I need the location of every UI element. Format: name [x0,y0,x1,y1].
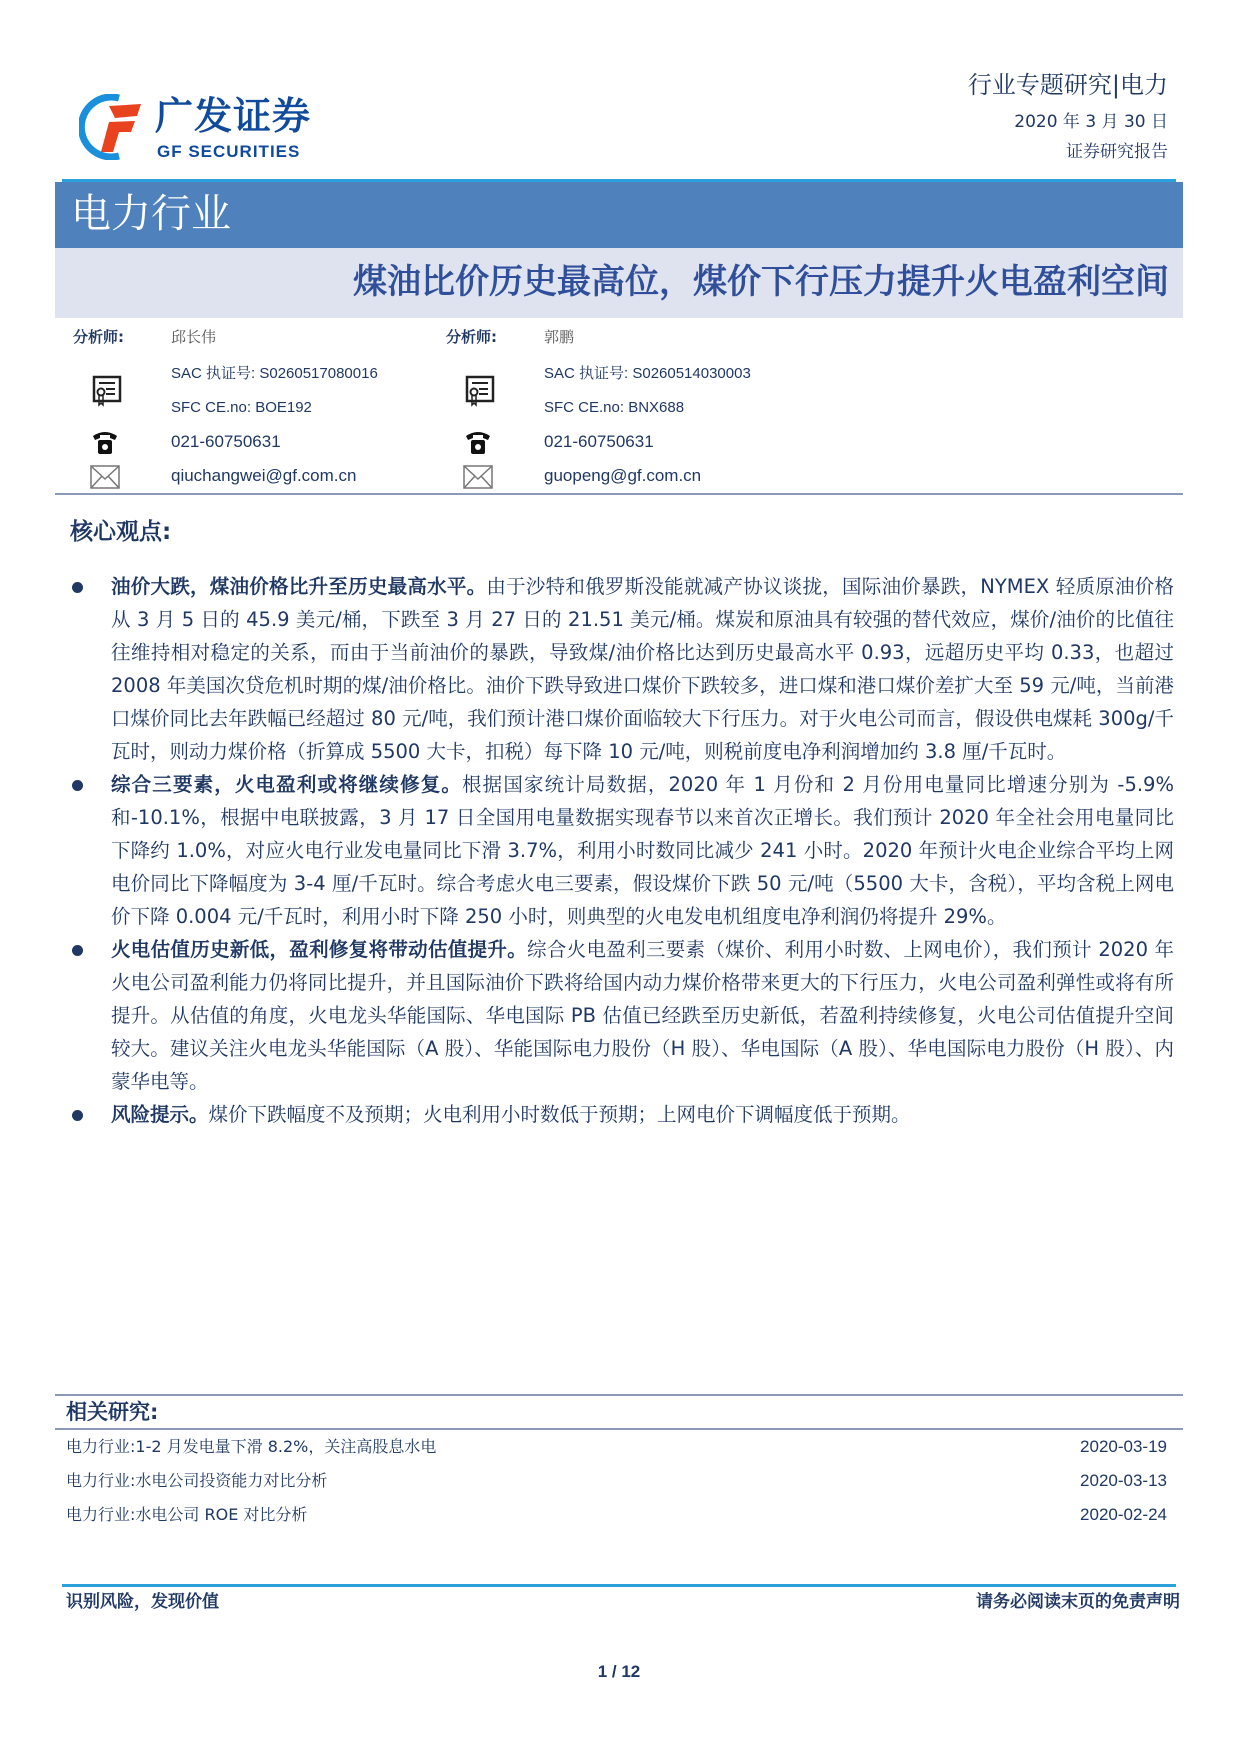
related-item-link[interactable]: 电力行业:水电公司投资能力对比分析 [66,1471,328,1490]
report-type: 行业专题研究|电力 [967,71,1168,99]
logo-mark-icon [79,94,149,160]
analyst-label: 分析师: [73,328,124,346]
sac-number: SAC 执证号: S0260514030003 [544,365,751,382]
email-icon [90,465,120,489]
report-headline: 煤油比价历史最高位，煤价下行压力提升火电盈利空间 [353,262,1169,302]
report-date: 2020 年 3 月 30 日 [1014,112,1168,132]
point-text: 煤价下跌幅度不及预期；火电利用小时数低于预期；上网电价下调幅度低于预期。 [208,1103,911,1126]
related-item-link[interactable]: 电力行业:1-2 月发电量下滑 8.2%，关注高股息水电 [66,1437,437,1456]
phone-number: 021-60750631 [544,432,654,451]
sfc-number: SFC CE.no: BNX688 [544,399,685,416]
report-kind: 证券研究报告 [1066,142,1168,162]
email-link[interactable]: qiuchangwei@gf.com.cn [171,466,357,485]
point-heading: 风险提示。 [111,1103,209,1126]
bullet-icon [72,1110,83,1121]
headline-band [55,248,1183,318]
related-item [55,1430,1183,1464]
point-text: 由于沙特和俄罗斯没能就减产协议谈拢，国际油价暴跌，NYMEX 轻质原油价格从 3 月 5 日的 45.9 美元/桶，下跌至 3 月 27 日的 21.51 美元/桶。煤炭和原油具有较强的替代效应，煤价/油价的比值往往维持相对稳定的关系，而由于当前油价的暴跌，导致煤/油价格比达到历史最高水平 0.93，远超历史平均 0.33，也超过 2008 年美国次贷危机时期的煤/油价格比。油价下跌导致进口煤价下跌较多，进口煤和港口煤价差扩大至 59 元/吨，当前港口煤价同比去年跌幅已经超过 80 元/吨，我们预计港口煤价面临较大下行压力。对于火电公司而言，假设供电煤耗 300g/千瓦时，则动力煤价格（折算成 5500 大卡，扣税）每下降 10 元/吨，则税前度电净利润增加约 3.8 厘/千瓦时。 [111,575,1174,763]
core-views-title: 核心观点: [70,519,172,545]
footer-disclaimer: 请务必阅读末页的免责声明 [976,1592,1180,1612]
industry-title: 电力行业 [71,191,231,237]
related-item-link[interactable]: 电力行业:水电公司 ROE 对比分析 [66,1505,308,1524]
bullet-icon [72,780,83,791]
email-icon [463,465,493,489]
industry-banner [55,182,1183,248]
logo-text-en: GF SECURITIES [157,142,301,161]
footer-slogan: 识别风险，发现价值 [66,1592,219,1612]
phone-number: 021-60750631 [171,432,281,451]
footer [55,1587,1183,1613]
sac-number: SAC 执证号: S0260517080016 [171,365,378,382]
point-heading: 综合三要素，火电盈利或将继续修复。 [111,773,463,796]
core-point [70,933,1174,1098]
related-item-date: 2020-02-24 [1080,1505,1167,1524]
core-point [70,1098,1174,1131]
bullet-icon [72,582,83,593]
point-heading: 油价大跌，煤油价格比升至历史最高水平。 [111,575,487,598]
report-body [55,570,1183,1683]
related-research-title: 相关研究: [66,1400,159,1424]
certificate-icon [90,374,124,408]
point-heading: 火电估值历史新低，盈利修复将带动估值提升。 [111,938,528,961]
analyst-name: 郭鹏 [544,328,575,346]
related-item-date: 2020-03-13 [1080,1471,1167,1490]
phone-icon [90,428,120,456]
analyst-name: 邱长伟 [171,328,217,346]
certificate-icon [463,374,497,408]
gf-securities-logo [79,94,329,164]
bullet-icon [72,945,83,956]
page-number: 1 / 12 [597,1662,641,1681]
related-item [55,1464,1183,1498]
core-points-list [70,570,1174,1394]
core-point [70,768,1174,933]
point-text: 根据国家统计局数据，2020 年 1 月份和 2 月份用电量同比增速分别为 -5.9%和-10.1%，根据中电联披露，3 月 17 日全国用电量数据实现春节以来首次正增长。我们预计 2020 年全社会用电量同比下降约 1.0%，对应火电行业发电量同比下滑 3.7%，利用小时数同比减少 241 小时。2020 年预计火电企业综合平均上网电价同比下降幅度为 3-4 厘/千瓦时。综合考虑火电三要素，假设煤价下跌 50 元/吨（5500 大卡，含税），平均含税上网电价下降 0.004 元/千瓦时，利用小时下降 250 小时，则典型的火电发电机组度电净利润仍将提升 29%。 [111,773,1174,928]
point-text: 综合火电盈利三要素（煤价、利用小时数、上网电价），我们预计 2020 年火电公司盈利能力仍将同比提升，并且国际油价下跌将给国内动力煤价格带来更大的下行压力，火电公司盈利弹性或将有所提升。从估值的角度，火电龙头华能国际、华电国际 PB 估值已经跌至历史新低，若盈利持续修复，火电公司估值提升空间较大。建议关注火电龙头华能国际（A 股）、华能国际电力股份（H 股）、华电国际（A 股）、华电国际电力股份（H 股）、内蒙华电等。 [111,938,1174,1093]
logo-text-cn: 广发证券 [155,94,312,138]
phone-icon [463,428,493,456]
email-link[interactable]: guopeng@gf.com.cn [544,466,702,485]
related-item-date: 2020-03-19 [1080,1437,1167,1456]
related-item [55,1498,1183,1532]
analyst-divider [55,493,1183,495]
sfc-number: SFC CE.no: BOE192 [171,399,312,416]
analyst-label: 分析师: [446,328,497,346]
core-point [70,570,1174,768]
